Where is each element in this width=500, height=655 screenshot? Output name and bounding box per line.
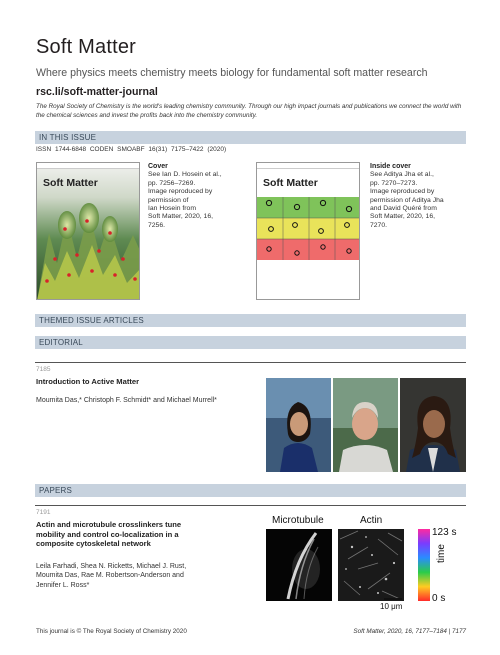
cover-line: Soft Matter, 2020, 16,	[148, 213, 213, 221]
paper-author-line: Jennifer L. Ross*	[36, 581, 90, 589]
journal-title: Soft Matter	[36, 36, 137, 58]
figure-label-actin: Actin	[360, 515, 383, 526]
inside-cover-thumb-title: Soft Matter	[263, 177, 318, 189]
inside-cover-label: Inside cover	[370, 163, 411, 170]
editorial-page-number[interactable]: 7185	[36, 366, 51, 373]
paper-title-line: composite cytoskeletal network	[36, 539, 151, 549]
paper-author-line: Moumita Das, Rae M. Robertson-Anderson and	[36, 572, 184, 580]
cover-line: and David Quéré from	[370, 205, 437, 213]
colorbar-axis-label: time	[436, 544, 447, 563]
cover-line: Ian Hosein from	[148, 205, 196, 213]
paper-title-line: mobility and control co-localization in a	[36, 529, 179, 539]
paper-title-line: Actin and microtubule crosslinkers tune	[36, 520, 182, 529]
colorbar-top-label: 123 s	[432, 527, 457, 538]
in-this-issue-bar: IN THIS ISSUE	[35, 131, 466, 144]
paper-author-line: Leila Farhadi, Shea N. Ricketts, Michael J. Rust,	[36, 563, 187, 570]
cover-label: Cover	[148, 163, 168, 170]
cover-line: See Ian D. Hosein et al.,	[148, 171, 222, 179]
author-photos	[266, 378, 466, 472]
cover-caption	[148, 163, 253, 230]
inside-cover-thumbnail[interactable]	[256, 162, 360, 300]
figure-label-microtubule: Microtubule	[272, 515, 324, 526]
cover-line: permission of	[148, 196, 189, 204]
author-photo	[266, 378, 331, 472]
footer-copyright: This journal is © The Royal Society of Chemistry 2020	[36, 628, 187, 635]
paper-authors	[36, 562, 261, 590]
paper-figure	[266, 515, 466, 615]
cover-line: pp. 7256–7269.	[148, 179, 196, 187]
issn-line: ISSN 1744-6848 CODEN SMOABF 16(31) 7175–7422 (2020)	[36, 146, 227, 153]
author-photo	[333, 378, 398, 472]
themed-articles-bar: THEMED ISSUE ARTICLES	[35, 314, 466, 327]
author-photo	[400, 378, 466, 472]
journal-website[interactable]: rsc.li/soft-matter-journal	[36, 86, 158, 98]
cover-top-strip	[37, 163, 139, 169]
scale-bar-label: 10 μm	[380, 602, 403, 611]
cover-line: permission of Aditya Jha	[370, 196, 444, 204]
footer-citation: Soft Matter, 2020, 16, 7177–7184 | 7177	[353, 628, 466, 635]
journal-tagline: Where physics meets chemistry meets biology for fundamental soft matter research	[36, 67, 428, 79]
cover-line: 7270.	[370, 221, 388, 229]
rsc-description: The Royal Society of Chemistry is the world's leading chemistry community. Through our high impact journals and publications we connect the world with the chemical sciences and invest the profits back into the chemistry community.	[36, 103, 462, 119]
actin-image	[338, 529, 404, 601]
cover-line: pp. 7270–7273.	[370, 179, 418, 187]
cover-line: 7256.	[148, 221, 166, 229]
editorial-authors: Moumita Das,* Christoph F. Schmidt* and Michael Murrell*	[36, 397, 217, 404]
cover-top-strip	[257, 163, 359, 169]
cover-thumbnail[interactable]	[36, 162, 140, 300]
editorial-rule	[35, 362, 466, 363]
editorial-bar: EDITORIAL	[35, 336, 466, 349]
papers-bar: PAPERS	[35, 484, 466, 497]
paper-title[interactable]	[36, 520, 261, 549]
cover-line: Soft Matter, 2020, 16,	[370, 213, 435, 221]
colorbar-bottom-label: 0 s	[432, 593, 446, 604]
editorial-title[interactable]: Introduction to Active Matter	[36, 377, 140, 386]
cover-line: See Aditya Jha et al.,	[370, 171, 434, 179]
paper-page-number[interactable]: 7191	[36, 509, 51, 516]
scale-bar	[384, 598, 402, 600]
papers-rule	[35, 505, 466, 506]
microtubule-image	[266, 529, 332, 601]
cover-line: Image reproduced by	[370, 188, 435, 196]
time-colorbar	[418, 529, 430, 601]
cover-line: Image reproduced by	[148, 188, 213, 196]
inside-cover-caption	[370, 163, 470, 230]
cover-thumb-title: Soft Matter	[43, 177, 98, 189]
